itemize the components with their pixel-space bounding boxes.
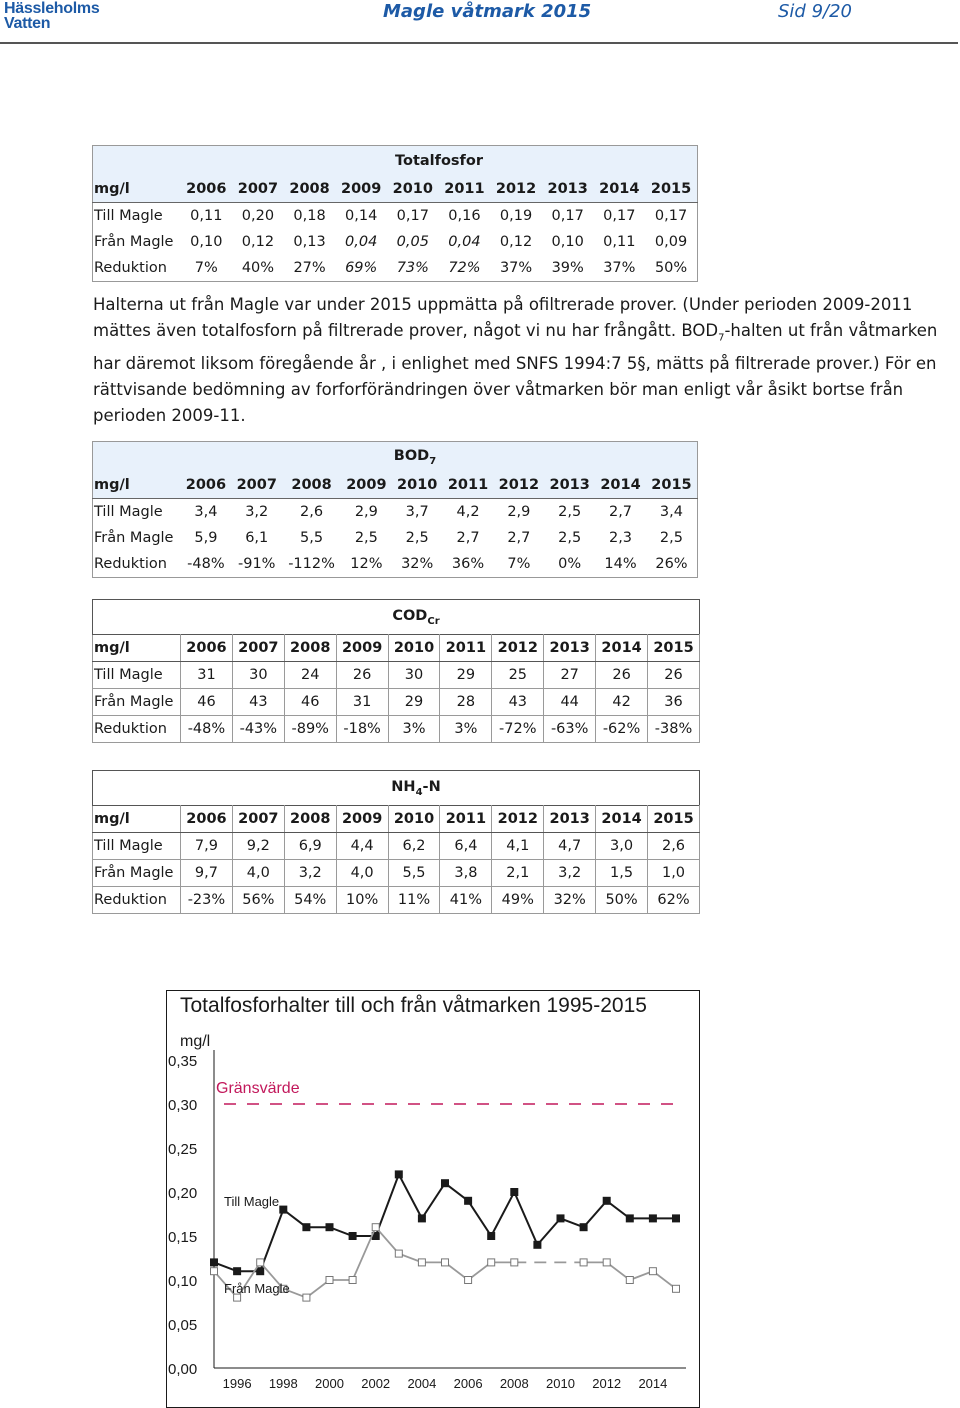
cell: 2,5 [558, 530, 582, 546]
series-line [214, 1174, 676, 1271]
year-header: 2008 [282, 472, 341, 499]
cell: 30 [232, 662, 284, 689]
year-header: 2008 [284, 806, 336, 833]
cell: 32% [544, 887, 596, 914]
cell: 3,7 [405, 504, 429, 520]
cell: 11% [388, 887, 440, 914]
data-point [326, 1224, 333, 1231]
y-tick-label: 0,30 [168, 1097, 198, 1114]
cell: 2,3 [608, 530, 633, 546]
cell: 4,7 [544, 833, 596, 860]
title-subscript: Cr [427, 615, 440, 627]
company-logo [4, 1, 104, 41]
cell: -48% [181, 716, 233, 743]
chart-title: Totalfosforhalter till och från våtmarken 1995-2015 [180, 994, 647, 1017]
year-header: 2013 [544, 806, 596, 833]
cell: 9,7 [181, 860, 233, 887]
cell: 0,16 [448, 208, 481, 224]
year-header: 2014 [594, 176, 646, 203]
document-title: Magle våtmark 2015 [383, 1, 592, 22]
cell: 72% [448, 260, 481, 276]
cell: 2,7 [507, 530, 531, 546]
cell: 0,05 [396, 234, 429, 250]
cell: 2,9 [354, 504, 378, 520]
data-point [649, 1268, 656, 1275]
data-point [649, 1215, 656, 1222]
cell: 25 [492, 662, 544, 689]
cell: 4,0 [232, 860, 284, 887]
year-header: 2014 [595, 472, 646, 499]
cell: 6,1 [245, 530, 269, 546]
series-label-fran-magle: Från Magle [224, 1281, 290, 1296]
year-header: 2012 [493, 472, 544, 499]
y-tick-label: 0,25 [168, 1141, 198, 1158]
y-tick-label: 0,05 [168, 1317, 198, 1334]
table-header-row [93, 635, 700, 662]
row-label: Till Magle [93, 662, 181, 689]
limit-label: Gränsvärde [216, 1080, 300, 1097]
data-point [511, 1189, 518, 1196]
cell: 6,4 [440, 833, 492, 860]
row-label: Reduktion [93, 887, 181, 914]
logo-text-line1: Hässleholms [4, 0, 100, 17]
row-label: Från Magle [93, 689, 181, 716]
table-title [93, 600, 700, 635]
y-tick-label: 0,15 [168, 1229, 198, 1246]
data-point [557, 1215, 564, 1222]
cell: 0,12 [499, 234, 533, 250]
y-tick-label: 0,00 [168, 1361, 198, 1378]
cell: -112% [288, 556, 335, 572]
cell: 6,9 [284, 833, 336, 860]
table-title [93, 771, 700, 806]
page-header [0, 0, 960, 44]
year-header: 2007 [232, 635, 284, 662]
cell: 29 [388, 689, 440, 716]
data-point [257, 1259, 264, 1266]
year-header: 2013 [544, 635, 596, 662]
year-header: 2010 [387, 176, 439, 203]
cell: -18% [336, 716, 388, 743]
cell: 0,09 [654, 234, 688, 250]
cell: 0,20 [241, 208, 275, 224]
cell: 2,7 [456, 530, 480, 546]
row-label: Reduktion [94, 556, 167, 572]
table-title [93, 442, 698, 473]
data-point [303, 1224, 310, 1231]
data-point [673, 1215, 680, 1222]
header-divider [0, 42, 958, 44]
year-header: 2011 [440, 806, 492, 833]
cell: 5,9 [194, 530, 218, 546]
cell: 4,1 [492, 833, 544, 860]
cell: 42 [596, 689, 648, 716]
cell: 46 [181, 689, 233, 716]
cell: 49% [492, 887, 544, 914]
logo-text-line2: Vatten [4, 15, 51, 32]
data-point [395, 1171, 402, 1178]
year-header: 2009 [335, 176, 387, 203]
year-header: 2011 [440, 635, 492, 662]
unit-label: mg/l [93, 176, 181, 203]
x-tick-label: 1998 [268, 1376, 298, 1391]
year-header: 2010 [392, 472, 443, 499]
cell: 2,1 [492, 860, 544, 887]
cell: -89% [284, 716, 336, 743]
x-tick-label: 2006 [453, 1376, 483, 1391]
cell: 26 [596, 662, 648, 689]
year-header: 2015 [646, 472, 698, 499]
chart-plot [166, 990, 700, 1408]
cell: 0,17 [603, 208, 636, 224]
data-point [580, 1259, 587, 1266]
cell: 0,04 [345, 234, 378, 250]
cell: 27% [293, 260, 326, 276]
year-header: 2012 [490, 176, 542, 203]
year-header: 2009 [336, 635, 388, 662]
year-header: 2015 [648, 806, 700, 833]
cell: 50% [596, 887, 648, 914]
cell: 2,5 [659, 530, 683, 546]
data-point [395, 1250, 402, 1257]
title-text: COD [392, 607, 428, 624]
table-row [93, 716, 700, 743]
year-header: 2009 [336, 806, 388, 833]
data-point [511, 1259, 518, 1266]
data-point [303, 1294, 310, 1301]
data-point [326, 1277, 333, 1284]
nh4n-table [92, 770, 700, 914]
cell: 54% [284, 887, 336, 914]
table-title: Totalfosfor [395, 153, 483, 169]
cell: 7% [507, 556, 531, 572]
table-row [93, 689, 700, 716]
title-text: NH [391, 778, 416, 795]
row-label: Från Magle [93, 860, 181, 887]
cell: 43 [492, 689, 544, 716]
data-point [626, 1277, 633, 1284]
year-header: 2013 [542, 176, 594, 203]
x-tick-label: 2000 [315, 1376, 344, 1391]
x-tick-label: 2012 [592, 1376, 622, 1391]
data-point [534, 1241, 541, 1248]
cell: 62% [648, 887, 700, 914]
cell: 7% [194, 260, 218, 276]
series-line [584, 1262, 676, 1288]
y-axis-label: mg/l [180, 1033, 211, 1050]
data-point [257, 1268, 264, 1275]
year-header: 2006 [181, 635, 233, 662]
cell: 0,17 [396, 208, 429, 224]
cell: 0,17 [551, 208, 584, 224]
cell: 0,17 [654, 208, 688, 224]
cell: 40% [241, 260, 275, 276]
data-point [626, 1215, 633, 1222]
data-point [418, 1259, 425, 1266]
unit-label: mg/l [93, 472, 181, 499]
year-header: 2006 [181, 472, 232, 499]
year-header: 2011 [439, 176, 491, 203]
cell: -23% [181, 887, 233, 914]
cell: 2,7 [608, 504, 633, 520]
cell: 6,2 [388, 833, 440, 860]
cell: 39% [551, 260, 584, 276]
x-tick-label: 2008 [499, 1376, 529, 1391]
cell: 44 [544, 689, 596, 716]
year-header: 2007 [231, 472, 282, 499]
cell: 0,10 [190, 234, 223, 250]
cell: 4,0 [336, 860, 388, 887]
data-point [465, 1277, 472, 1284]
cell: 3,8 [440, 860, 492, 887]
paragraph-subscript: 7 [718, 332, 725, 344]
cell: -91% [238, 556, 276, 572]
cell: 46 [284, 689, 336, 716]
table-header-row [93, 176, 698, 203]
cell: 3,4 [194, 504, 218, 520]
table-row [93, 887, 700, 914]
cell: 3,2 [245, 504, 269, 520]
table-row [93, 833, 700, 860]
bod7-table [92, 441, 698, 578]
cell: 0,13 [293, 234, 326, 250]
title-suffix: -N [422, 778, 441, 795]
cell: 4,2 [456, 504, 480, 520]
cell: 56% [232, 887, 284, 914]
cell: 3% [388, 716, 440, 743]
totalfosfor-chart [166, 990, 700, 1408]
cell: 26 [336, 662, 388, 689]
cell: 41% [440, 887, 492, 914]
cell: 36 [648, 689, 700, 716]
data-point [580, 1224, 587, 1231]
table-row [93, 662, 700, 689]
cell: 2,6 [300, 504, 324, 520]
row-label: Från Magle [94, 234, 174, 250]
cell: 0,12 [241, 234, 275, 250]
paragraph-text-part1: Halterna ut från Magle var under 2015 uppmätta på ofiltrerade prover. (Under perioden 2009-2011 mättes även totalfosforn på filtrerade prover, något vi nu har frångått. BOD [93, 295, 913, 340]
year-header: 2006 [181, 806, 233, 833]
cell: 12% [350, 556, 383, 572]
year-header: 2009 [341, 472, 392, 499]
data-point [280, 1206, 287, 1213]
year-header: 2015 [645, 176, 697, 203]
cell: 31 [336, 689, 388, 716]
cell: 9,2 [232, 833, 284, 860]
cell: 37% [499, 260, 533, 276]
cell: 36% [451, 556, 485, 572]
data-point [372, 1224, 379, 1231]
data-point [488, 1233, 495, 1240]
x-tick-label: 2004 [407, 1376, 437, 1391]
table-row [93, 499, 698, 526]
paragraph-text-part2: -halten ut från våtmarken har däremot liksom föregående år , i enlighet med SNFS 1994:7 5§, mätts på filtrerade prover.) För en rättvisande bedömning av forforförändringen över våtmarken bör man enligt vår åsikt bortse från perioden 2009-11. [93, 321, 938, 426]
totalfosfor-table [92, 145, 698, 282]
title-subscript: 7 [429, 455, 437, 467]
cell: 0% [558, 556, 582, 572]
x-tick-label: 2014 [638, 1376, 668, 1391]
cell: 69% [345, 260, 378, 276]
year-header: 2007 [232, 176, 284, 203]
cell: 37% [603, 260, 636, 276]
data-point [349, 1233, 356, 1240]
data-point [349, 1277, 356, 1284]
data-point [211, 1268, 218, 1275]
year-header: 2008 [284, 176, 336, 203]
row-label: Till Magle [94, 208, 163, 224]
data-point [442, 1180, 449, 1187]
year-header: 2008 [284, 635, 336, 662]
title-text: BOD [393, 447, 430, 464]
unit-label: mg/l [93, 806, 181, 833]
year-header: 2012 [492, 635, 544, 662]
cell: 10% [336, 887, 388, 914]
table-row [93, 525, 698, 551]
data-point [673, 1285, 680, 1292]
table-row [93, 860, 700, 887]
x-tick-label: 1996 [222, 1376, 252, 1391]
cell: 1,0 [648, 860, 700, 887]
data-point [418, 1215, 425, 1222]
table-row [93, 551, 698, 578]
cell: 1,5 [596, 860, 648, 887]
cell: 0,18 [293, 208, 326, 224]
year-header: 2014 [596, 635, 648, 662]
cell: 0,14 [345, 208, 378, 224]
table-row [93, 229, 698, 255]
y-tick-label: 0,35 [168, 1053, 198, 1070]
cell: 4,4 [336, 833, 388, 860]
cell: 3,2 [284, 860, 336, 887]
cell: 7,9 [181, 833, 233, 860]
year-header: 2010 [388, 635, 440, 662]
cell: 3% [440, 716, 492, 743]
year-header: 2010 [388, 806, 440, 833]
data-point [442, 1259, 449, 1266]
cell: -38% [648, 716, 700, 743]
cell: 0,11 [190, 208, 223, 224]
table-row [93, 255, 698, 282]
cell: 0,04 [448, 234, 481, 250]
data-point [465, 1197, 472, 1204]
cell: 3,4 [659, 504, 683, 520]
data-point [234, 1268, 241, 1275]
y-tick-label: 0,20 [168, 1185, 198, 1202]
cell: 43 [232, 689, 284, 716]
cell: 14% [604, 556, 637, 572]
cell: 30 [388, 662, 440, 689]
cell: 0,11 [603, 234, 636, 250]
title-subscript: 4 [415, 786, 423, 798]
data-point [603, 1259, 610, 1266]
cell: -72% [492, 716, 544, 743]
row-label: Reduktion [94, 260, 167, 276]
cell: 28 [440, 689, 492, 716]
row-label: Till Magle [93, 833, 181, 860]
cell: -63% [544, 716, 596, 743]
year-header: 2013 [544, 472, 595, 499]
cell: 2,5 [405, 530, 429, 546]
cell: 24 [284, 662, 336, 689]
cell: 26 [648, 662, 700, 689]
series-label-till-magle: Till Magle [224, 1194, 280, 1209]
cell: 2,5 [558, 504, 582, 520]
x-tick-label: 2002 [361, 1376, 391, 1391]
x-tick-label: 2010 [546, 1376, 575, 1391]
data-point [603, 1197, 610, 1204]
table-header-row [93, 472, 698, 499]
cell: 5,5 [300, 530, 324, 546]
cell: -62% [596, 716, 648, 743]
body-paragraph [93, 292, 959, 429]
data-point [488, 1259, 495, 1266]
year-header: 2011 [443, 472, 494, 499]
row-label: Från Magle [94, 530, 174, 546]
data-point [211, 1259, 218, 1266]
cell: 31 [181, 662, 233, 689]
table-row [93, 203, 698, 230]
cell: 0,19 [499, 208, 533, 224]
cell: 27 [544, 662, 596, 689]
year-header: 2014 [596, 806, 648, 833]
cell: 3,2 [544, 860, 596, 887]
year-header: 2007 [232, 806, 284, 833]
cell: 29 [440, 662, 492, 689]
cell: 32% [401, 556, 434, 572]
cell: 26% [655, 556, 688, 572]
cell: -43% [232, 716, 284, 743]
cell: -48% [187, 556, 225, 572]
cell: 2,6 [648, 833, 700, 860]
row-label: Till Magle [94, 504, 163, 520]
unit-label: mg/l [93, 635, 181, 662]
year-header: 2012 [492, 806, 544, 833]
y-tick-label: 0,10 [168, 1273, 198, 1290]
cell: 73% [396, 260, 429, 276]
cell: 0,10 [551, 234, 584, 250]
cod-table [92, 599, 700, 743]
cell: 50% [654, 260, 688, 276]
cell: 2,5 [354, 530, 378, 546]
cell: 3,0 [596, 833, 648, 860]
cell: 2,9 [507, 504, 531, 520]
row-label: Reduktion [93, 716, 181, 743]
page-number: Sid 9/20 [778, 1, 852, 22]
year-header: 2015 [648, 635, 700, 662]
table-header-row [93, 806, 700, 833]
year-header: 2006 [181, 176, 233, 203]
cell: 5,5 [388, 860, 440, 887]
